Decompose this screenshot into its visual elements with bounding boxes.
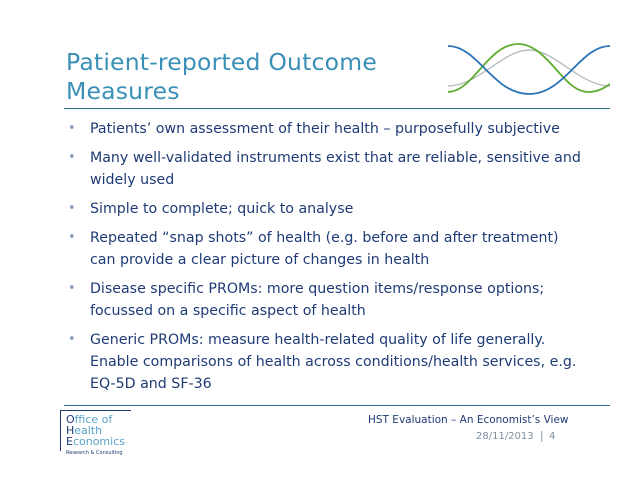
title-divider [64, 108, 610, 109]
bullet-item [68, 329, 588, 395]
bullet-item [68, 118, 588, 140]
bullet-item [68, 147, 588, 191]
bullet-text: Patients’ own assessment of their health – purposefully subjective [90, 121, 560, 137]
bullet-icon: • [68, 121, 76, 136]
bullet-list [68, 118, 588, 402]
blue-wave [448, 46, 610, 94]
footer-date: 28/11/2013 [476, 431, 534, 442]
bullet-icon: • [68, 332, 76, 347]
bullet-text: Simple to complete; quick to analyse [90, 201, 354, 217]
gray-wave [448, 50, 610, 86]
logo-line-office: Office of [66, 413, 113, 426]
slide-title-line-1: Patient-reported Outcome [66, 48, 377, 76]
footer-title: HST Evaluation – An Economist’s View [368, 414, 569, 426]
bullet-icon: • [68, 150, 76, 165]
bullet-item [68, 227, 588, 271]
logo-line-health: Health [66, 424, 103, 437]
footer-separator: | [540, 430, 544, 442]
wave-decoration-icon [448, 40, 610, 98]
slide-title [66, 48, 426, 106]
footer-divider [64, 405, 610, 406]
logo-tagline: Research & Consulting [66, 450, 123, 456]
logo-line-economics: Economics [66, 435, 125, 448]
bullet-text: Generic PROMs: measure health-related quality of life generally. Enable comparisons of health across conditions/health services, e.g. EQ-5D and SF-36 [90, 332, 577, 392]
bullet-icon: • [68, 201, 76, 216]
green-wave [448, 44, 610, 92]
ohe-logo [60, 410, 142, 458]
bullet-text: Disease specific PROMs: more question items/response options; focussed on a specific aspect of health [90, 281, 545, 319]
page-number: 4 [549, 431, 556, 442]
bullet-icon: • [68, 281, 76, 296]
slide-title-line-2: Measures [66, 77, 180, 105]
bullet-text: Repeated “snap shots” of health (e.g. before and after treatment) can provide a clear picture of changes in health [90, 230, 559, 268]
bullet-item [68, 278, 588, 322]
bullet-item [68, 198, 588, 220]
bullet-icon: • [68, 230, 76, 245]
bullet-text: Many well-validated instruments exist that are reliable, sensitive and widely used [90, 150, 581, 188]
